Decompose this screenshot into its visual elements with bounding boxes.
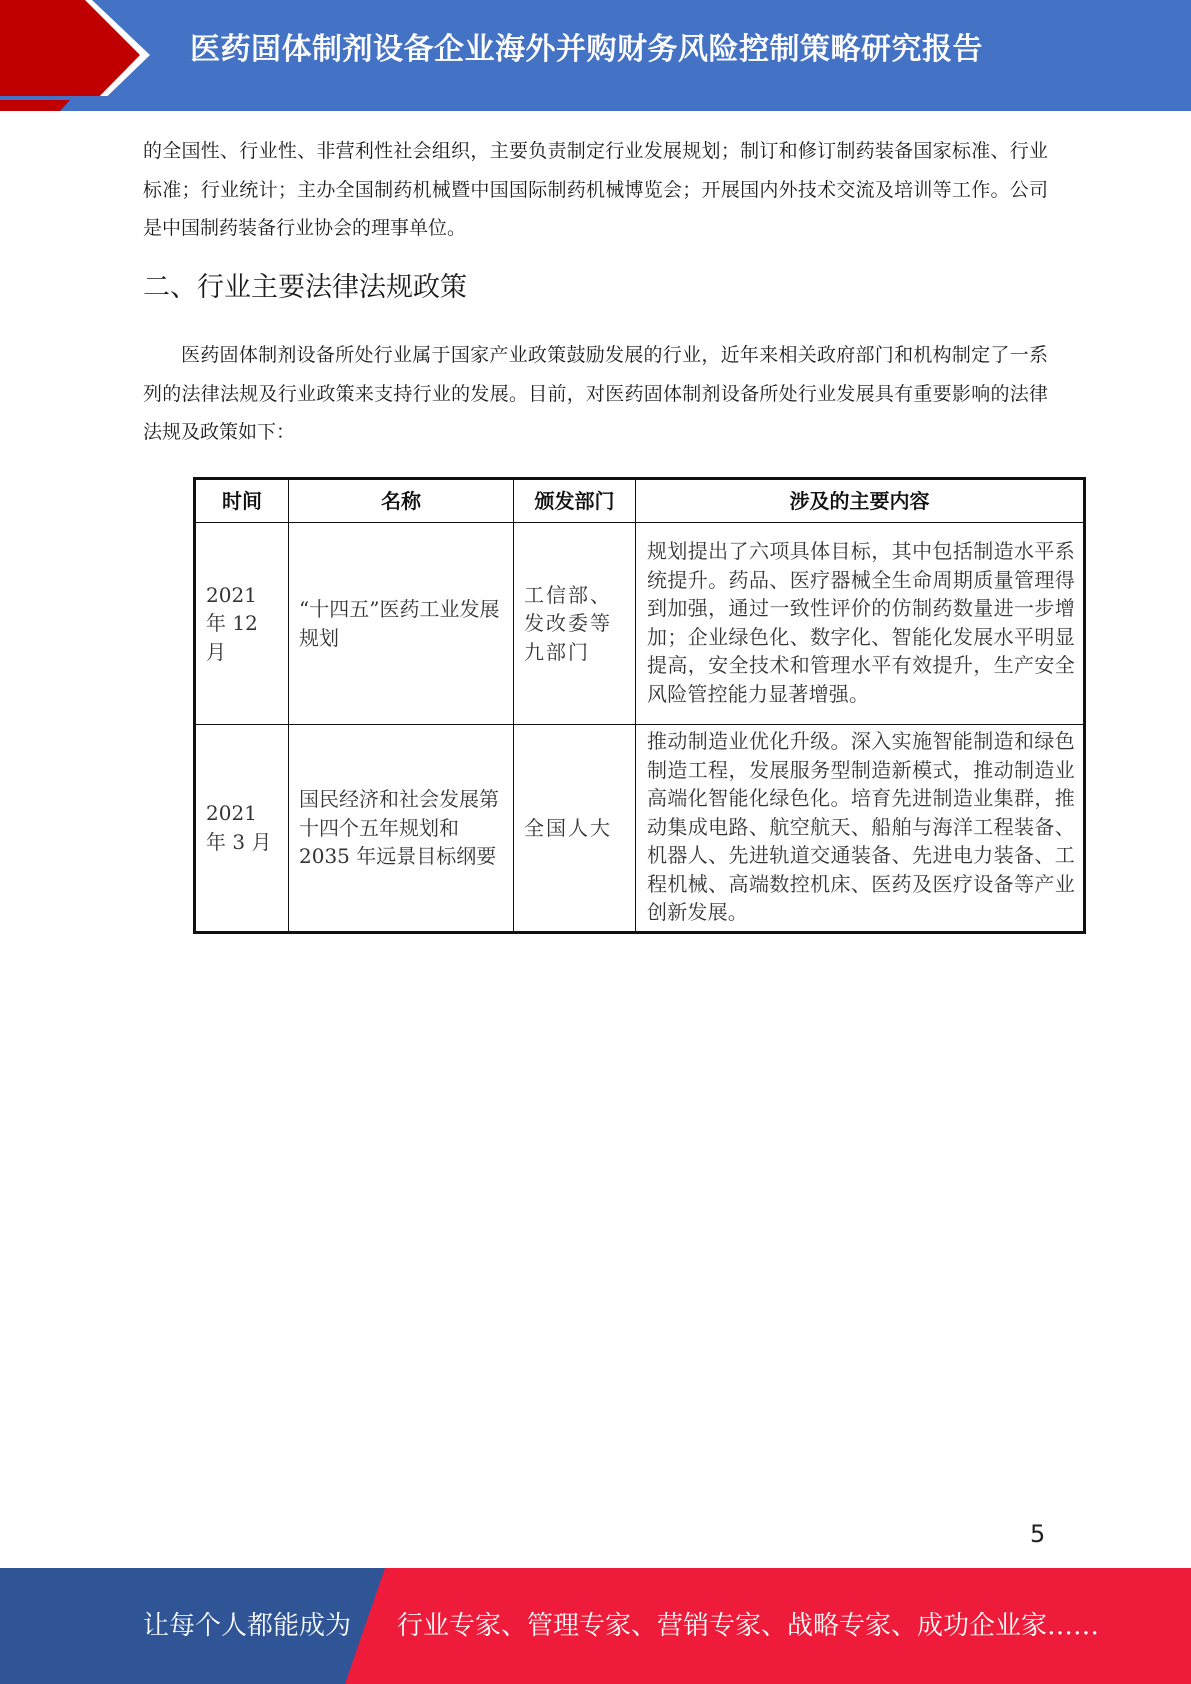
header-time: 时间 — [195, 479, 289, 523]
page-number: 5 — [1030, 1520, 1046, 1548]
cell-content: 推动制造业优化升级。深入实施智能制造和绿色制造工程，发展服务型制造新模式，推动制造业高端化智能化绿色化。培育先进制造业集群，推动集成电路、航空航天、船舶与海洋工程装备、机器人、先进轨道交通装备、先进电力装备、工程机械、高端数控机床、医药及医疗设备等产业创新发展。 — [636, 725, 1085, 933]
policy-table — [193, 477, 1086, 934]
table-row — [195, 725, 1085, 933]
header-name: 名称 — [289, 479, 514, 523]
paragraph-intro: 的全国性、行业性、非营利性社会组织，主要负责制定行业发展规划；制订和修订制药装备国家标准、行业标准；行业统计；主办全国制药机械暨中国国际制药机械博览会；开展国内外技术交流及培训等工作。公司是中国制药装备行业协会的理事单位。 — [143, 140, 1048, 239]
paragraph-policy-intro: 医药固体制剂设备所处行业属于国家产业政策鼓励发展的行业，近年来相关政府部门和机构制定了一系列的法律法规及行业政策来支持行业的发展。目前，对医药固体制剂设备所处行业发展具有重要影响的法律法规及政策如下： — [143, 344, 1048, 443]
cell-dept: 全国人大 — [514, 725, 636, 933]
header-content: 涉及的主要内容 — [636, 479, 1085, 523]
footer-slogan-right: 行业专家、管理专家、营销专家、战略专家、成功企业家…… — [397, 1611, 1100, 1641]
cell-content: 规划提出了六项具体目标，其中包括制造水平系统提升。药品、医疗器械全生命周期质量管理得到加强，通过一致性评价的仿制药数量进一步增加；企业绿色化、数字化、智能化发展水平明显提高，安全技术和管理水平有效提升，生产安全风险管控能力显著增强。 — [636, 523, 1085, 725]
footer-slogan-left: 让每个人都能成为 — [143, 1611, 352, 1641]
page-footer — [0, 1568, 1191, 1684]
cell-name: “十四五”医药工业发展规划 — [289, 523, 514, 725]
table-header-row — [195, 479, 1085, 523]
cell-dept: 工信部、发改委等九部门 — [514, 523, 636, 725]
cell-time: 2021 年 3 月 — [195, 725, 289, 933]
page-header — [0, 0, 1191, 111]
section-heading: 二、行业主要法律法规政策 — [143, 272, 467, 303]
header-dept: 颁发部门 — [514, 479, 636, 523]
cell-time: 2021 年 12 月 — [195, 523, 289, 725]
header-title: 医药固体制剂设备企业海外并购财务风险控制策略研究报告 — [190, 32, 983, 67]
table-row — [195, 523, 1085, 725]
cell-name: 国民经济和社会发展第十四个五年规划和 2035 年远景目标纲要 — [289, 725, 514, 933]
